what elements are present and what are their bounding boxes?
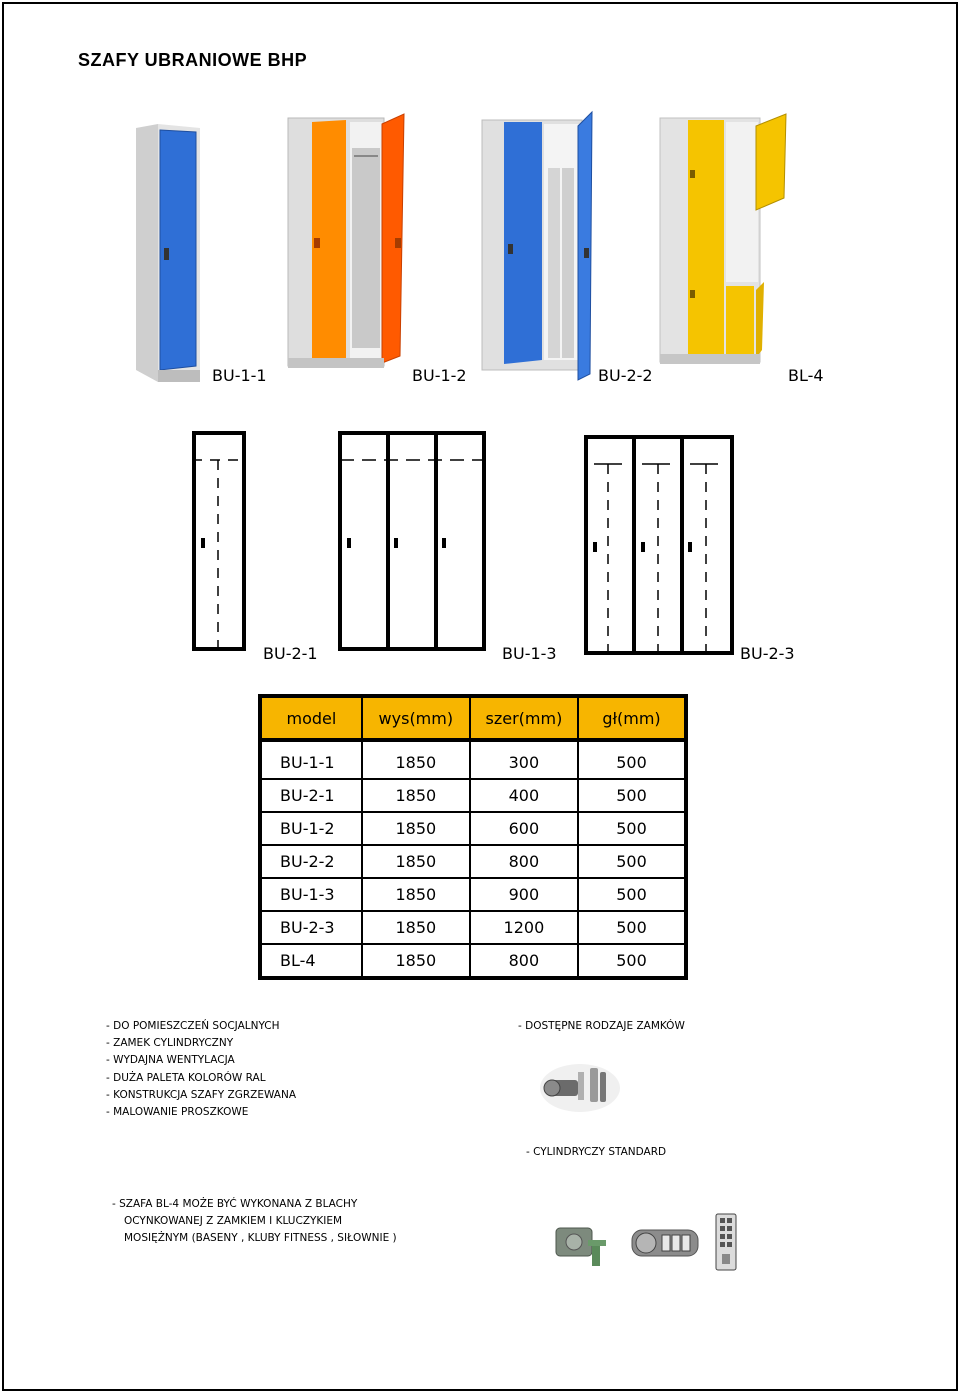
diagram-label-bu-2-1: BU-2-1 — [263, 644, 318, 663]
cell-model: BU-1-3 — [260, 878, 362, 911]
cell-height: 1850 — [362, 812, 470, 845]
note-line-2: OCYNKOWANEJ Z ZAMKIEM I KLUCZYKIEM — [124, 1215, 343, 1227]
cell-width: 800 — [470, 845, 578, 878]
table-row — [260, 812, 686, 845]
cylinder-lock-icon — [538, 1058, 622, 1114]
cell-model: BU-2-1 — [260, 779, 362, 812]
column-header-model: model — [260, 696, 362, 740]
diagram-bu-2-1 — [190, 430, 250, 652]
cell-height: 1850 — [362, 944, 470, 978]
cell-width: 800 — [470, 944, 578, 978]
cell-height: 1850 — [362, 845, 470, 878]
cell-width: 600 — [470, 812, 578, 845]
cell-height: 1850 — [362, 779, 470, 812]
features-list — [106, 1018, 296, 1121]
diagram-bu-2-3 — [582, 434, 736, 656]
table-row — [260, 944, 686, 978]
cell-depth: 500 — [578, 878, 686, 911]
cell-height: 1850 — [362, 878, 470, 911]
locker-photo-bu-2-2 — [478, 108, 598, 383]
list-item: - MALOWANIE PROSZKOWE — [106, 1106, 249, 1119]
photo-label-bu-2-2: BU-2-2 — [598, 366, 653, 385]
list-item: - DUŻA PALETA KOLORÓW RAL — [106, 1071, 266, 1084]
table-row — [260, 740, 686, 779]
photo-label-bu-1-2: BU-1-2 — [412, 366, 467, 385]
cell-width: 1200 — [470, 911, 578, 944]
column-header-depth: gł(mm) — [578, 696, 686, 740]
cell-width: 900 — [470, 878, 578, 911]
cell-height: 1850 — [362, 911, 470, 944]
diagram-bu-1-3 — [336, 430, 488, 652]
column-header-height: wys(mm) — [362, 696, 470, 740]
cell-width: 300 — [470, 740, 578, 779]
note-line-3: MOSIĘŻNYM (BASENY , KLUBY FITNESS , SIŁOWNIE ) — [124, 1232, 397, 1244]
list-item: - WYDAJNA WENTYLACJA — [106, 1054, 235, 1067]
cell-width: 400 — [470, 779, 578, 812]
electronic-keypad-lock-icon — [714, 1212, 738, 1272]
locks-heading: - DOSTĘPNE RODZAJE ZAMKÓW — [518, 1020, 685, 1032]
cell-depth: 500 — [578, 779, 686, 812]
diagram-label-bu-2-3: BU-2-3 — [740, 644, 795, 663]
cell-model: BU-2-3 — [260, 911, 362, 944]
note-line-1: - SZAFA BL-4 MOŻE BYĆ WYKONANA Z BLACHY — [112, 1198, 358, 1210]
cell-model: BU-2-2 — [260, 845, 362, 878]
cell-height: 1850 — [362, 740, 470, 779]
list-item: - KONSTRUKCJA SZAFY ZGRZEWANA — [106, 1088, 297, 1101]
table-header-row — [260, 696, 686, 740]
cell-depth: 500 — [578, 845, 686, 878]
locker-photo-bu-1-1 — [130, 120, 210, 385]
locker-photo-bl-4 — [654, 110, 790, 370]
photo-label-bl-4: BL-4 — [788, 366, 824, 385]
cell-model: BL-4 — [260, 944, 362, 978]
combination-lock-icon — [630, 1218, 700, 1268]
cell-model: BU-1-2 — [260, 812, 362, 845]
cell-depth: 500 — [578, 812, 686, 845]
list-item: - ZAMEK CYLINDRYCZNY — [106, 1037, 234, 1050]
lock-standard-caption: - CYLINDRYCZY STANDARD — [526, 1146, 667, 1158]
locker-photo-bu-1-2 — [282, 108, 412, 373]
cell-model: BU-1-1 — [260, 740, 362, 779]
cell-depth: 500 — [578, 944, 686, 978]
table-row — [260, 878, 686, 911]
dimensions-table — [258, 694, 688, 980]
page-title: SZAFY UBRANIOWE BHP — [78, 50, 308, 70]
table-row — [260, 911, 686, 944]
cell-depth: 500 — [578, 911, 686, 944]
key-lock-icon — [552, 1218, 610, 1272]
table-row — [260, 779, 686, 812]
column-header-width: szer(mm) — [470, 696, 578, 740]
table-row — [260, 845, 686, 878]
diagram-label-bu-1-3: BU-1-3 — [502, 644, 557, 663]
list-item: - DO POMIESZCZEŃ SOCJALNYCH — [106, 1020, 280, 1032]
cell-depth: 500 — [578, 740, 686, 779]
photo-label-bu-1-1: BU-1-1 — [212, 366, 267, 385]
